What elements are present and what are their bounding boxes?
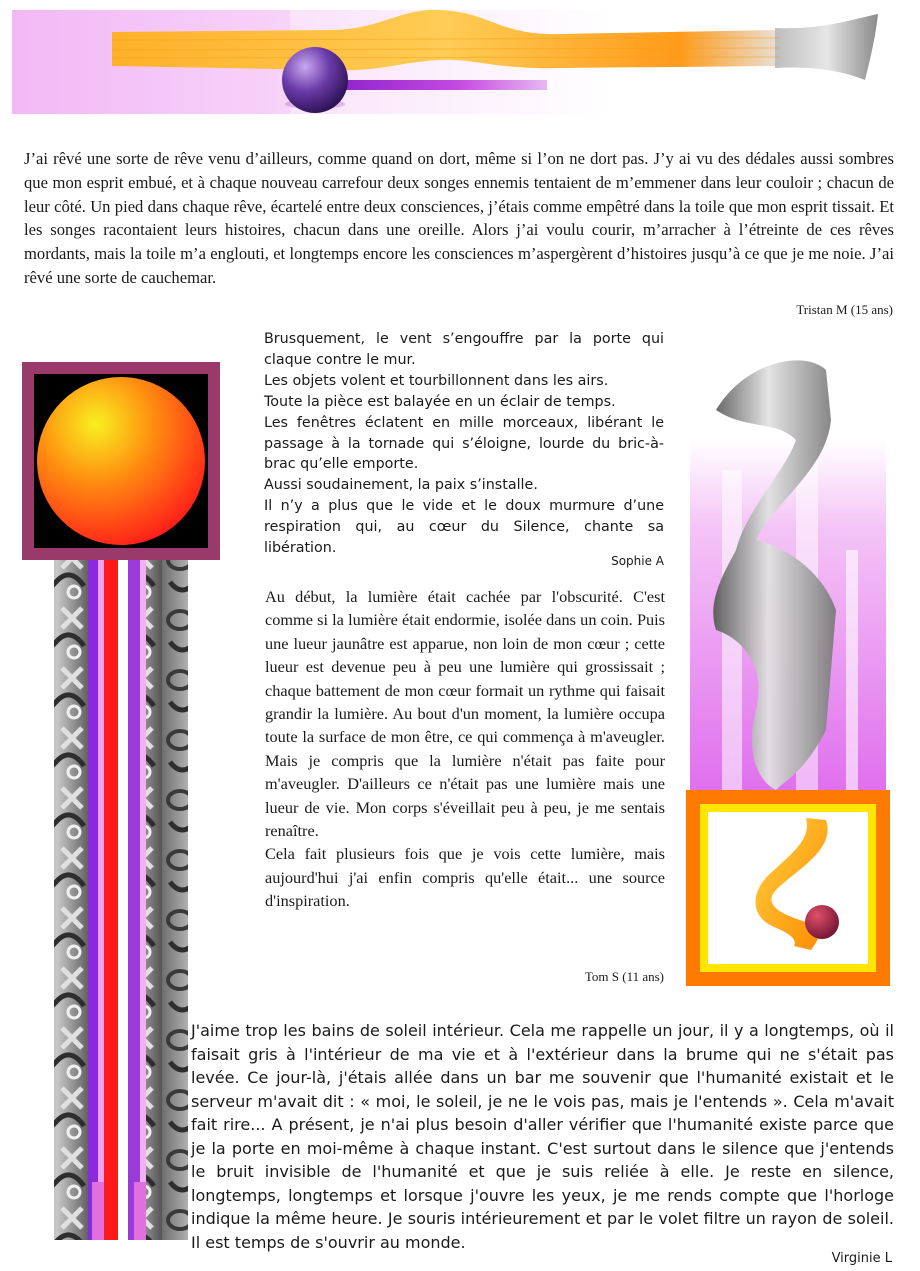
author-sophie: Sophie A [611,554,664,568]
poem-tornado-line: Il n’y a plus que le vide et le doux murmure d’une respiration qui, au cœur du Silence, chante sa libération. [264,498,664,557]
poem-tornado-line: Les fenêtres éclatent en mille morceaux, libérant le passage à la tornade qui s’éloigne, lourde du bric-à-brac qu’elle emporte. [264,414,664,473]
right-column-illustration [686,350,890,986]
poem-tornado [264,329,664,559]
poem-light-paragraph: Cela fait plusieurs fois que je vois cette lumière, mais aujourd'hui j'ai enfin compris qu'elle était... une source d'inspiration. [265,844,665,911]
poem-tornado-line: Les objets volent et tourbillonnent dans les airs. [264,372,609,389]
poem-inner-sun [191,1019,894,1254]
poem-light-paragraph: Au début, la lumière était cachée par l'obscurité. C'est comme si la lumière était endormie, isolée dans un coin. Puis une lueur jaunâtre est apparue, non loin de mon cœur ; cette lueur est devenue peu à peu une lumière qui grossissait ; chaque battement de mon cœur formait un rythme qui faisait grandir la lumière. Au bout d'un moment, la lumière occupa toute la surface de mon être, ce qui commença à m'aveugler. Mais je compris que la lumière n'était pas faite pour m'aveugler. D'ailleurs ce n'était pas une lumière mais une lueur de vie. Mon corps s'éveillait peu à peu, je me sentais renaître. [265,587,665,841]
top-banner-illustration [0,0,920,120]
poem-light [265,585,665,913]
poem-tornado-line: Toute la pièce est balayée en un éclair de temps. [264,393,616,410]
author-virginie: Virginie L [831,1251,892,1266]
author-tom: Tom S (11 ans) [584,969,664,984]
poem-tornado-line: Brusquement, le vent s’engouffre par la porte qui claque contre le mur. [264,331,664,368]
author-tristan: Tristan M (15 ans) [796,302,893,317]
poem-dream-text: J’ai rêvé une sorte de rêve venu d’ailleurs, comme quand on dort, même si l’on ne dort pas. J’y ai vu des dédales aussi sombres que mon esprit embué, et à chaque nouveau carrefour deux songes ennemis tentaient de m’emmener dans leur couloir ; chacun de leur côté. Un pied dans chaque rêve, écartelé entre deux consciences, j’étais comme empêtré dans la toile que mon esprit tissait. Et les songes racontaient leurs histoires, chacun dans une oreille. Alors j’ai voulu courir, m’arracher à l’étreinte de ces rêves mordants, mais la toile m’a englouti, et longtemps encore les consciences m’aspergèrent d’histoires jusqu’à ce que je me noie. J’ai rêvé une sorte de cauchemar. [24,149,894,287]
poem-tornado-line: Aussi soudainement, la paix s’installe. [264,477,538,494]
poem-inner-sun-text: J'aime trop les bains de soleil intérieur. Cela me rappelle un jour, il y a longtemps, où il faisait gris à l'intérieur de ma vie et à l'extérieur dans la brume qui ne s'était pas levée. Ce jour-là, j'étais allée dans un bar me souvenir que l'humanité existait et le serveur m'avait dit : « moi, le soleil, je ne le vois pas, mais je l'entends ». Cela m'avait fait rire... A présent, je n'ai plus besoin d'aller vérifier que l'humanité existe parce que je la porte en moi-même à chaque instant. C'est surtout dans le silence que j'entends le bruit invisible de l'humanité et que je suis reliée à elle. Je reste en silence, longtemps, longtemps et lorsque j'ouvre les yeux, je me rends compte que l'horloge indique la même heure. Je souris intérieurement et par le volet filtre un rayon de soleil. Il est temps de s'ouvrir au monde. [191,1021,894,1252]
poem-dream [24,147,894,290]
